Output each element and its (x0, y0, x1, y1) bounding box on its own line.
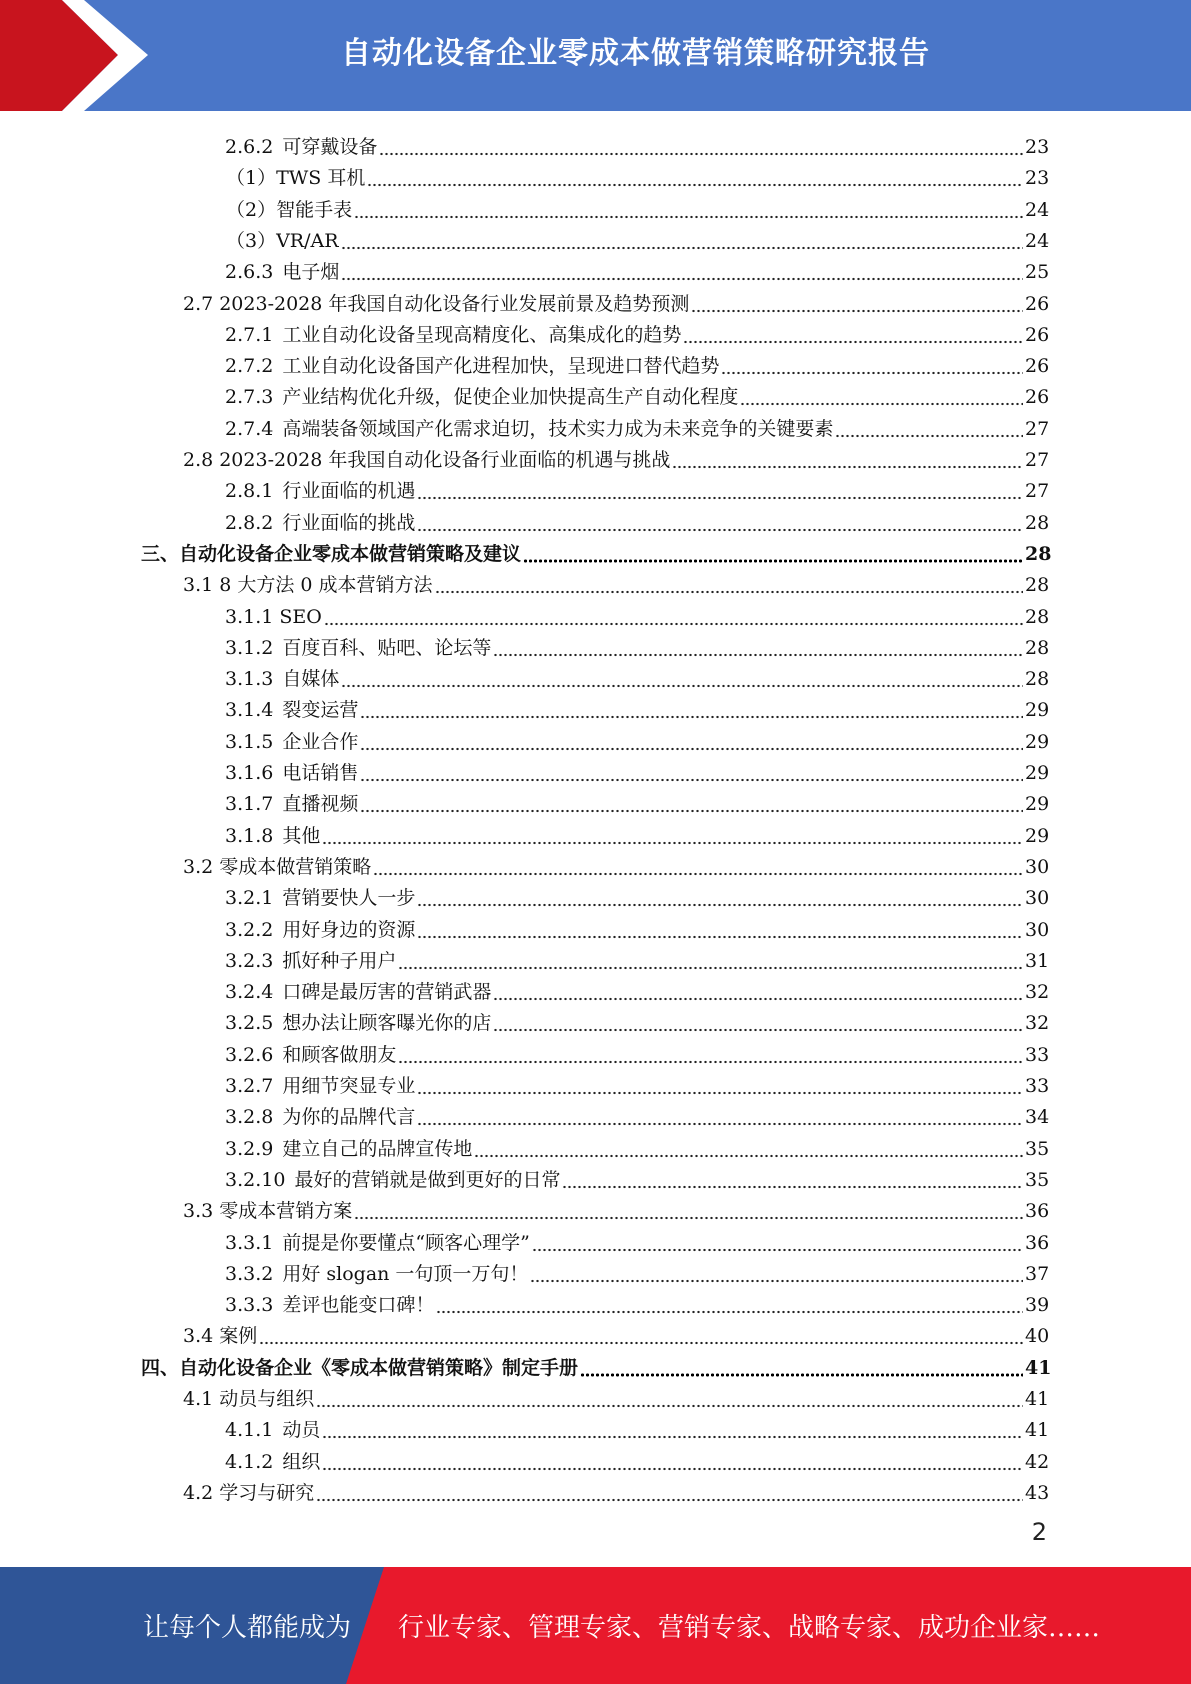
toc-entry-title: 自动化设备企业零成本做营销策略及建议 (179, 542, 522, 565)
toc-leader-dots (532, 1232, 1023, 1252)
toc-entry-number: 2.7.3 (225, 386, 274, 409)
toc-entry-number: 四、 (141, 1356, 180, 1379)
toc-leader-dots (562, 1169, 1023, 1189)
toc-entry-page: 26 (1025, 355, 1050, 378)
toc-leader-dots (523, 543, 1023, 563)
toc-entry-page: 29 (1025, 699, 1050, 722)
toc-leader-dots (417, 480, 1023, 500)
toc-entry-page: 41 (1025, 1356, 1052, 1379)
toc-entry-number: 2.7 (183, 292, 214, 315)
toc-entry[interactable] (225, 253, 1050, 284)
header-arrow-decoration (0, 0, 200, 111)
toc-entry-number: 3.2.6 (225, 1043, 274, 1066)
toc-entry-title: 想办法让顾客曝光你的店 (282, 1012, 492, 1035)
toc-leader-dots (360, 762, 1023, 782)
toc-leader-dots (360, 699, 1023, 719)
toc-entry-page: 25 (1025, 261, 1050, 284)
toc-leader-dots (341, 668, 1023, 688)
toc-entry-number: 3.1 (183, 574, 214, 597)
toc-leader-dots (672, 449, 1023, 469)
toc-entry-number: 2.7.4 (225, 417, 274, 440)
toc-entry-title: 和顾客做朋友 (282, 1043, 397, 1066)
toc-leader-dots (493, 981, 1023, 1001)
toc-entry[interactable] (225, 911, 1050, 942)
toc-entry-page: 41 (1025, 1419, 1050, 1442)
toc-entry[interactable] (225, 660, 1050, 691)
toc-entry[interactable] (225, 1130, 1050, 1161)
toc-entry-title: 裂变运营 (282, 699, 359, 722)
toc-entry[interactable] (225, 472, 1050, 503)
toc-entry[interactable] (183, 566, 1050, 597)
toc-entry-number: 3.1.2 (225, 636, 274, 659)
toc-entry-title: 案例 (219, 1325, 258, 1348)
toc-entry-number: 3.2.4 (225, 981, 274, 1004)
toc-entry-page: 28 (1025, 668, 1050, 691)
toc-entry-title: 可穿戴设备 (282, 136, 378, 158)
toc-entry-number: 3.3.1 (225, 1231, 274, 1254)
toc-entry-title: 零成本做营销策略 (219, 855, 372, 878)
toc-entry-page: 29 (1025, 793, 1050, 816)
toc-entry-number: 3.3 (183, 1200, 214, 1223)
toc-entry-page: 40 (1025, 1325, 1050, 1348)
toc-leader-dots (417, 512, 1023, 532)
toc-leader-dots (691, 293, 1023, 313)
toc-entry[interactable] (141, 535, 1052, 566)
toc-entry[interactable] (225, 1411, 1050, 1442)
toc-entry[interactable] (225, 691, 1050, 722)
toc-entry-page: 35 (1025, 1168, 1050, 1191)
toc-entry-number: 3.2.7 (225, 1075, 274, 1097)
toc-entry-title: 口碑是最厉害的营销武器 (282, 981, 492, 1004)
footer-banner (0, 1567, 1191, 1684)
toc-entry-title: 百度百科、贴吧、论坛等 (282, 636, 492, 659)
toc-leader-dots (367, 167, 1023, 187)
toc-entry-number: 3.1.6 (225, 762, 274, 784)
toc-entry-page: 29 (1025, 730, 1050, 753)
toc-entry[interactable] (225, 347, 1050, 378)
toc-entry-number: 3.2.10 (225, 1168, 286, 1191)
toc-leader-dots (417, 1106, 1023, 1126)
toc-entry-number: 3.1.5 (225, 730, 274, 753)
toc-entry[interactable] (183, 1317, 1050, 1348)
toc-entry[interactable] (225, 1443, 1050, 1474)
toc-entry[interactable] (225, 504, 1050, 535)
toc-entry-title: 工业自动化设备国产化进程加快，呈现进口替代趋势 (282, 355, 720, 378)
toc-entry[interactable] (226, 222, 1050, 253)
toc-entry-page: 27 (1025, 449, 1050, 471)
toc-entry-page: 31 (1025, 949, 1050, 972)
toc-entry[interactable] (225, 598, 1050, 629)
toc-entry[interactable] (225, 378, 1050, 409)
toc-entry-title: 2023-2028 年我国自动化设备行业面临的机遇与挑战 (219, 449, 671, 471)
toc-entry-page: 26 (1025, 386, 1050, 409)
toc-entry[interactable] (225, 754, 1050, 785)
page-number: 2 (1031, 1518, 1047, 1546)
toc-entry-title: 动员与组织 (219, 1388, 315, 1410)
toc-leader-dots (493, 637, 1023, 657)
toc-entry-page: 23 (1025, 167, 1050, 190)
toc-entry-title: 建立自己的品牌宣传地 (282, 1137, 473, 1160)
toc-entry-title: 2023-2028 年我国自动化设备行业发展前景及趋势预测 (219, 292, 690, 315)
toc-leader-dots (322, 825, 1023, 845)
toc-entry-page: 33 (1025, 1043, 1050, 1066)
toc-leader-dots (354, 1200, 1023, 1220)
toc-entry-number: 3.2.3 (225, 949, 274, 972)
toc-entry-page: 30 (1025, 887, 1050, 910)
toc-entry-title: 最好的营销就是做到更好的日常 (294, 1168, 561, 1191)
toc-entry[interactable] (226, 159, 1050, 190)
toc-entry[interactable] (183, 1380, 1050, 1411)
toc-entry-page: 28 (1025, 574, 1050, 597)
toc-entry[interactable] (225, 1004, 1050, 1035)
toc-entry[interactable] (225, 723, 1050, 754)
toc-entry-number: 2.8 (183, 449, 214, 471)
toc-entry[interactable] (225, 817, 1050, 848)
toc-entry-title: 自动化设备企业《零成本做营销策略》制定手册 (179, 1356, 579, 1379)
toc-entry[interactable] (225, 1036, 1050, 1067)
footer-slogan-left: 让每个人都能成为 (143, 1613, 352, 1643)
toc-entry[interactable] (183, 1192, 1050, 1223)
toc-entry-page: 29 (1025, 762, 1050, 784)
toc-leader-dots (398, 950, 1023, 970)
toc-entry-title: 为你的品牌代言 (282, 1106, 416, 1129)
toc-entry-number: 3.2.8 (225, 1106, 274, 1129)
toc-leader-dots (580, 1357, 1023, 1377)
toc-leader-dots (721, 355, 1023, 375)
header-banner (0, 0, 1191, 111)
toc-entry-page: 27 (1025, 417, 1050, 440)
toc-entry-number: 2.8.2 (225, 511, 274, 534)
toc-entry-page: 29 (1025, 824, 1050, 847)
toc-entry-title: 其他 (282, 824, 321, 847)
toc-entry-page: 32 (1025, 981, 1050, 1004)
toc-leader-dots (316, 1482, 1023, 1502)
toc-entry[interactable] (225, 942, 1050, 973)
toc-entry[interactable] (225, 973, 1050, 1004)
toc-leader-dots (835, 418, 1023, 438)
toc-entry[interactable] (183, 848, 1050, 879)
toc-entry-title: （3）VR/AR (226, 229, 339, 252)
toc-leader-dots (341, 230, 1023, 250)
footer-slogan-right: 行业专家、管理专家、营销专家、战略专家、成功企业家…… (398, 1613, 1101, 1643)
toc-entry-number: 2.7.1 (225, 323, 274, 346)
toc-entry[interactable] (226, 191, 1050, 222)
toc-entry-title: 行业面临的机遇 (282, 480, 416, 503)
toc-entry-number: 2.8.1 (225, 480, 274, 503)
toc-entry-title: 用细节突显专业 (282, 1075, 416, 1097)
toc-entry[interactable] (225, 1098, 1050, 1129)
toc-leader-dots (683, 324, 1023, 344)
toc-entry-number: 3.1.1 (225, 605, 274, 628)
toc-entry-number: 3.2.5 (225, 1012, 274, 1035)
toc-entry-title: 行业面临的挑战 (282, 511, 416, 534)
toc-entry-title: 产业结构优化升级，促使企业加快提高生产自动化程度 (282, 386, 739, 409)
toc-entry[interactable] (183, 441, 1050, 472)
toc-entry-number: 3.2.1 (225, 887, 274, 910)
toc-entry-page: 36 (1025, 1200, 1050, 1223)
toc-entry-title: 前提是你要懂点“顾客心理学” (282, 1231, 530, 1254)
toc-entry-number: 3.1.7 (225, 793, 274, 816)
toc-leader-dots (354, 199, 1023, 219)
toc-entry[interactable] (225, 1224, 1050, 1255)
toc-entry-page: 27 (1025, 480, 1050, 503)
toc-entry[interactable] (225, 629, 1050, 660)
toc-leader-dots (474, 1138, 1023, 1158)
toc-entry-number: 4.2 (183, 1481, 214, 1504)
toc-leader-dots (398, 1044, 1023, 1064)
toc-entry-page: 28 (1025, 636, 1050, 659)
toc-entry[interactable] (183, 1474, 1050, 1505)
toc-entry-title: 8 大方法 0 成本营销方法 (219, 574, 433, 597)
toc-entry-title: 电子烟 (282, 261, 340, 284)
toc-leader-dots (417, 887, 1023, 907)
toc-entry[interactable] (225, 1161, 1050, 1192)
toc-entry-title: 用好 slogan 一句顶一万句！ (282, 1262, 529, 1285)
toc-entry[interactable] (225, 1255, 1050, 1286)
toc-leader-dots (322, 1451, 1023, 1471)
toc-entry-number: 3.2.9 (225, 1137, 274, 1160)
toc-entry-number: 3.3.3 (225, 1294, 274, 1317)
toc-leader-dots (417, 1075, 1023, 1095)
toc-leader-dots (436, 1294, 1023, 1314)
toc-entry-page: 32 (1025, 1012, 1050, 1035)
toc-leader-dots (360, 731, 1023, 751)
toc-entry-number: 4.1.2 (225, 1450, 274, 1473)
toc-entry-page: 26 (1025, 292, 1050, 315)
toc-entry-number: 3.3.2 (225, 1262, 274, 1285)
toc-entry-number: 2.7.2 (225, 355, 274, 378)
toc-entry-number: 2.6.2 (225, 136, 274, 158)
toc-leader-dots (740, 386, 1023, 406)
toc-entry[interactable] (225, 879, 1050, 910)
toc-entry-page: 43 (1025, 1481, 1050, 1504)
toc-entry-page: 41 (1025, 1388, 1050, 1410)
toc-entry-page: 34 (1025, 1106, 1050, 1129)
toc-entry-page: 28 (1025, 605, 1050, 628)
toc-entry-title: 差评也能变口碑！ (282, 1294, 435, 1317)
toc-entry-number: 3.4 (183, 1325, 214, 1348)
toc-entry-title: 营销要快人一步 (282, 887, 416, 910)
toc-entry[interactable] (225, 785, 1050, 816)
toc-entry-page: 42 (1025, 1450, 1050, 1473)
toc-entry-page: 28 (1025, 542, 1052, 565)
toc-entry[interactable] (183, 285, 1050, 316)
toc-leader-dots (530, 1263, 1023, 1283)
toc-leader-dots (324, 606, 1023, 626)
toc-entry[interactable] (225, 1286, 1050, 1317)
toc-entry-page: 36 (1025, 1231, 1050, 1254)
toc-entry-title: 抓好种子用户 (282, 949, 397, 972)
toc-entry[interactable] (225, 410, 1050, 441)
toc-leader-dots (322, 1419, 1023, 1439)
toc-entry-title: （2）智能手表 (226, 198, 353, 221)
toc-entry-title: 动员 (282, 1419, 321, 1442)
toc-entry-number: 3.1.3 (225, 668, 274, 691)
toc-entry-page: 23 (1025, 136, 1050, 158)
toc-entry-title: 自媒体 (282, 668, 340, 691)
toc-entry-page: 24 (1025, 198, 1050, 221)
toc-entry[interactable] (225, 316, 1050, 347)
toc-leader-dots (316, 1388, 1023, 1408)
toc-entry-title: 直播视频 (282, 793, 359, 816)
toc-entry-page: 35 (1025, 1137, 1050, 1160)
toc-entry-title: 零成本营销方案 (219, 1200, 353, 1223)
toc-leader-dots (379, 136, 1023, 156)
toc-entry-title: 电话销售 (282, 762, 359, 784)
toc-entry-number: 3.2 (183, 855, 214, 878)
toc-entry-title: 学习与研究 (219, 1481, 315, 1504)
toc-leader-dots (435, 574, 1023, 594)
toc-entry-title: 企业合作 (282, 730, 359, 753)
toc-entry-page: 26 (1025, 323, 1050, 346)
toc-entry-title: 工业自动化设备呈现高精度化、高集成化的趋势 (282, 323, 682, 346)
toc-entry-title: SEO (279, 605, 322, 628)
toc-leader-dots (341, 261, 1023, 281)
toc-entry-page: 28 (1025, 511, 1050, 534)
toc-entry-title: 组织 (282, 1450, 321, 1473)
toc-entry-page: 30 (1025, 918, 1050, 941)
toc-entry-number: 3.2.2 (225, 918, 274, 941)
toc-entry-number: 3.1.4 (225, 699, 274, 722)
toc-entry-number: 4.1.1 (225, 1419, 274, 1442)
toc-entry-page: 24 (1025, 229, 1050, 252)
toc-leader-dots (259, 1325, 1023, 1345)
toc-leader-dots (373, 856, 1023, 876)
toc-leader-dots (493, 1012, 1023, 1032)
toc-entry-page: 33 (1025, 1075, 1050, 1097)
toc-leader-dots (360, 793, 1023, 813)
toc-entry-page: 30 (1025, 855, 1050, 878)
toc-leader-dots (417, 919, 1023, 939)
toc-entry-page: 37 (1025, 1262, 1050, 1285)
toc-entry-number: 3.1.8 (225, 824, 274, 847)
toc-entry[interactable] (225, 128, 1050, 159)
toc-entry[interactable] (141, 1349, 1052, 1380)
toc-entry-title: （1）TWS 耳机 (226, 167, 366, 190)
toc-entry-number: 2.6.3 (225, 261, 274, 284)
toc-entry-title: 高端装备领域国产化需求迫切，技术实力成为未来竞争的关键要素 (282, 417, 834, 440)
toc-entry[interactable] (225, 1067, 1050, 1098)
toc-entry-title: 用好身边的资源 (282, 918, 416, 941)
document-title: 自动化设备企业零成本做营销策略研究报告 (341, 36, 930, 71)
toc-entry-number: 三、 (141, 542, 180, 565)
toc-entry-number: 4.1 (183, 1388, 214, 1410)
toc-entry-page: 39 (1025, 1294, 1050, 1317)
